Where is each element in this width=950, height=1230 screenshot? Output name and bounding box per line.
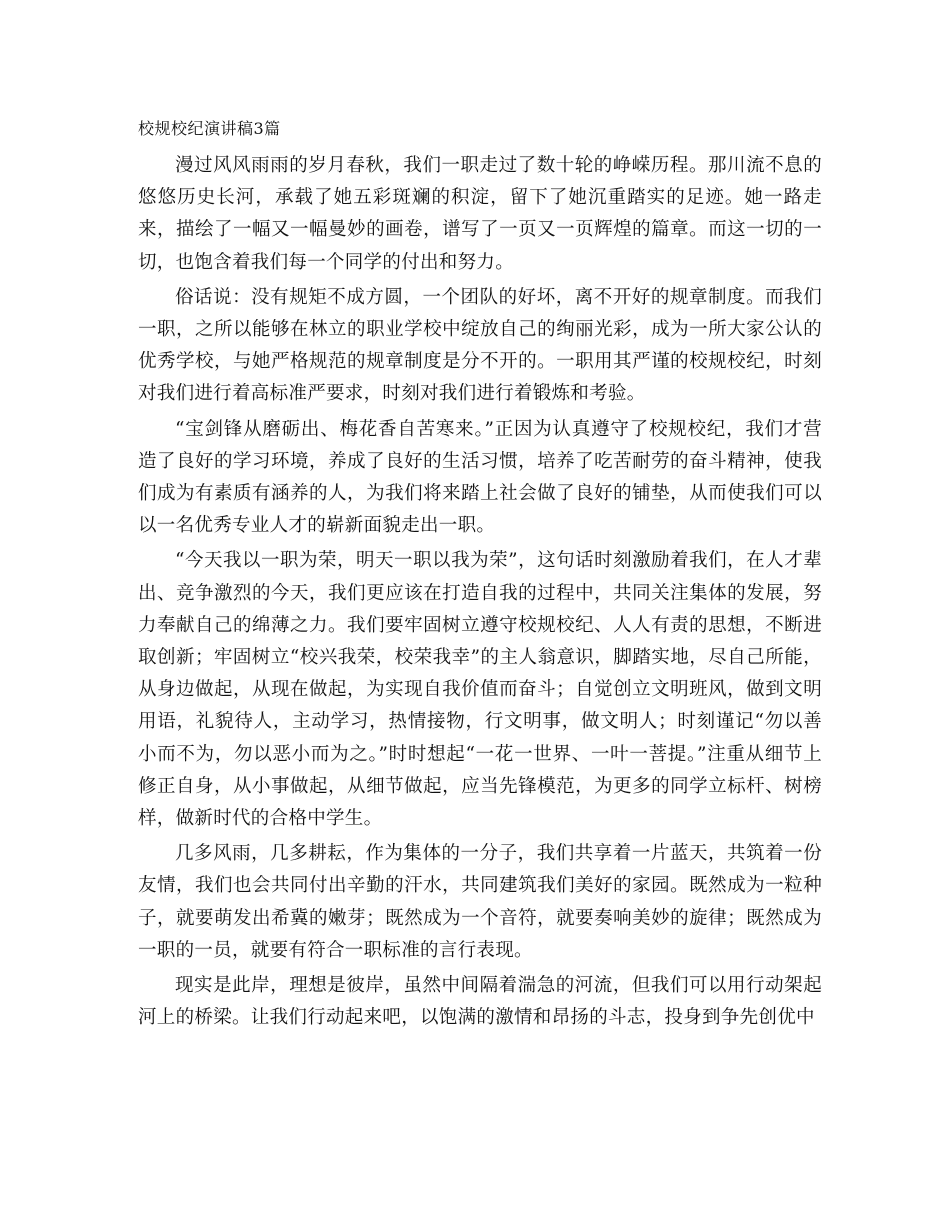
paragraph-1: 漫过风风雨雨的岁月春秋，我们一职走过了数十轮的峥嵘历程。那川流不息的悠悠历史长河，承载了她五彩斑斓的积淀，留下了她沉重踏实的足迹。她一路走来，描绘了一幅又一幅曼妙的画卷，谱写了一页又一页辉煌的篇章。而这一切的一切，也饱含着我们每一个同学的付出和努力。 <box>138 155 822 273</box>
paragraph-4: “今天我以一职为荣，明天一职以我为荣”，这句话时刻激励着我们，在人才辈出、竞争激烈的今天，我们更应该在打造自我的过程中，共同关注集体的发展，努力奉献自己的绵薄之力。我们要牢固树立遵守校规校纪、人人有责的思想，不断进取创新；牢固树立“校兴我荣，校荣我幸”的主人翁意识，脚踏实地，尽自己所能，从身边做起，从现在做起，为实现自我价值而奋斗；自觉创立文明班风，做到文明用语，礼貌待人，主动学习，热情接物，行文明事，做文明人；时刻谨记“勿以善小而不为，勿以恶小而为之。”时时想起“一花一世界、一叶一菩提。”注重从细节上修正自身，从小事做起，从细节做起，应当先锋模范，为更多的同学立标杆、树榜样，做新时代的合格中学生。 <box>138 550 822 830</box>
paragraph-3: “宝剑锋从磨砺出、梅花香自苦寒来。”正因为认真遵守了校规校纪，我们才营造了良好的学习环境，养成了良好的生活习惯，培养了吃苦耐劳的奋斗精神，使我们成为有素质有涵养的人，为我们将来踏上社会做了良好的铺垫，从而使我们可以以一名优秀专业人才的崭新面貌走出一职。 <box>138 418 822 537</box>
paragraph-2: 俗话说：没有规矩不成方圆，一个团队的好坏，离不开好的规章制度。而我们一职，之所以能够在林立的职业学校中绽放自己的绚丽光彩，成为一所大家公认的优秀学校，与她严格规范的规章制度是分不开的。一职用其严谨的校规校纪，时刻对我们进行着高标准严要求，时刻对我们进行着锻炼和考验。 <box>138 286 822 405</box>
paragraph-5: 几多风雨，几多耕耘，作为集体的一分子，我们共享着一片蓝天，共筑着一份友情，我们也会共同付出辛勤的汗水，共同建筑我们美好的家园。既然成为一粒种子，就要萌发出希冀的嫩芽；既然成为一个音符，就要奏响美妙的旋律；既然成为一职的一员，就要有符合一职标准的言行表现。 <box>138 843 822 961</box>
document-title: 校规校纪演讲稿3篇 <box>138 119 281 138</box>
document-page <box>138 118 822 1037</box>
paragraph-6: 现实是此岸，理想是彼岸，虽然中间隔着湍急的河流，但我们可以用行动架起河上的桥梁。让我们行动起来吧，以饱满的激情和昂扬的斗志，投身到争先创优中 <box>138 975 822 1029</box>
